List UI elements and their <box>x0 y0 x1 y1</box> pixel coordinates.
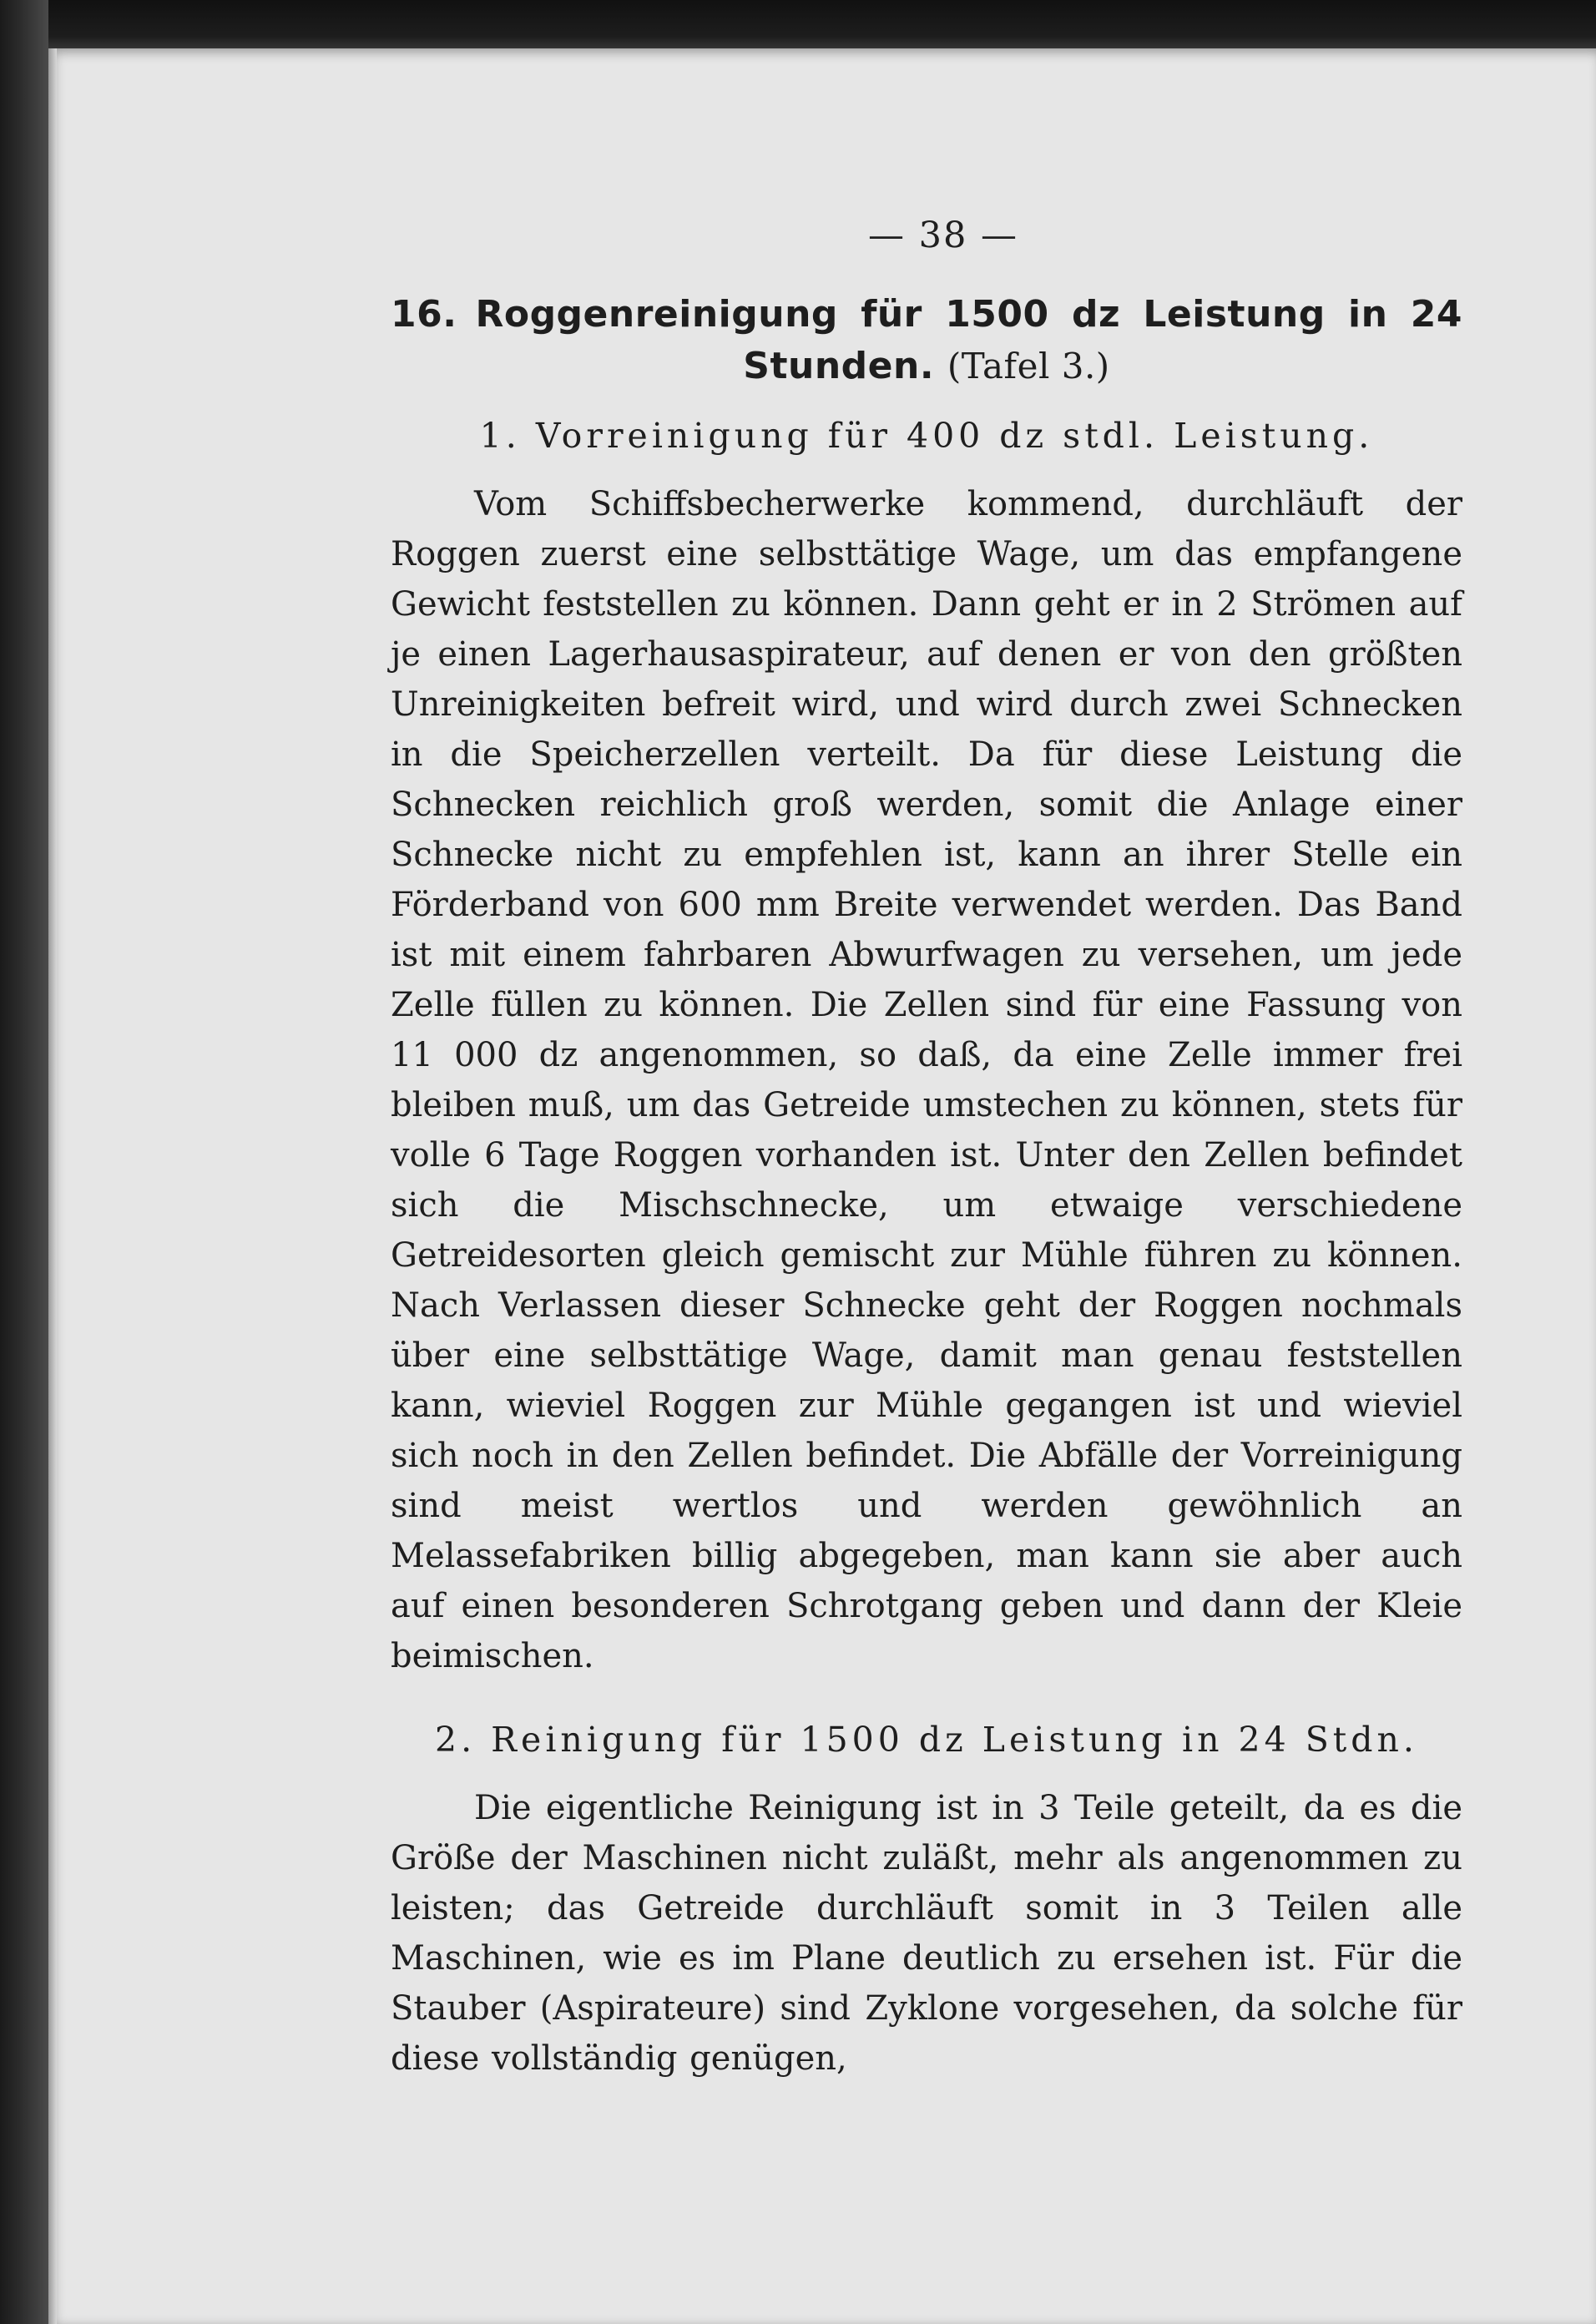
subsection-1-paragraph: Vom Schiffsbecherwerke kommend, durchläuft der Roggen zuerst eine selbsttätige Wage, um das empfangene Gewicht feststellen zu können. Dann geht er in 2 Strömen auf je einen Lagerhausaspirateur, auf denen er von den größten Unreinigkeiten befreit wird, und wird durch zwei Schnecken in die Speicherzellen verteilt. Da für diese Leistung die Schnecken reichlich groß werden, somit die Anlage einer Schnecke nicht zu empfehlen ist, kann an ihrer Stelle ein Förderband von 600 mm Breite verwendet werden. Das Band ist mit einem fahrbaren Abwurfwagen zu versehen, um jede Zelle füllen zu können. Die Zellen sind für eine Fassung von 11 000 dz angenommen, so daß, da eine Zelle immer frei bleiben muß, um das Getreide umstechen zu können, stets für volle 6 Tage Roggen vorhanden ist. Unter den Zellen befindet sich die Mischschnecke, um etwaige verschiedene Getreidesorten gleich gemischt zur Mühle führen zu können. Nach Verlassen dieser Schnecke geht der Roggen nochmals über eine selbsttätige Wage, damit man genau feststellen kann, wieviel Roggen zur Mühle gegangen ist und wieviel sich noch in den Zellen befindet. Die Abfälle der Vorreinigung sind meist wertlos und werden gewöhnlich an Melassefabriken billig abgegeben, man kann sie aber auch auf einen besonderen Schrotgang geben und dann der Kleie beimischen. <box>391 485 1462 1675</box>
section-plate-reference: (Tafel 3.) <box>947 346 1110 386</box>
section-number: 16. <box>391 293 457 336</box>
scan-border-top <box>0 0 1596 52</box>
section-heading <box>391 289 1462 392</box>
subsection-2-paragraph: Die eigentliche Reinigung ist in 3 Teile geteilt, da es die Größe der Maschinen nicht zuläßt, mehr als angenommen zu leisten; das Getreide durchläuft somit in 3 Teilen alle Maschinen, wie es im Plane deutlich zu ersehen ist. Für die Stauber (Aspirateure) sind Zyklone vorgesehen, da solche für diese vollständig genügen, <box>391 1789 1462 2078</box>
subsection-2-heading: 2. Reinigung für 1500 dz Leistung in 24 Stdn. <box>435 1720 1418 1760</box>
subsection-1-heading: 1. Vorreinigung für 400 dz stdl. Leistung. <box>479 416 1374 456</box>
scan-border-left <box>0 0 48 2324</box>
section-title: Roggenreinigung für 1500 dz Leistung in 24 Stunden. <box>475 293 1462 387</box>
page-content <box>391 209 1462 2117</box>
page-edge-shadow <box>48 48 57 2324</box>
page-number: — 38 — <box>867 215 1019 256</box>
